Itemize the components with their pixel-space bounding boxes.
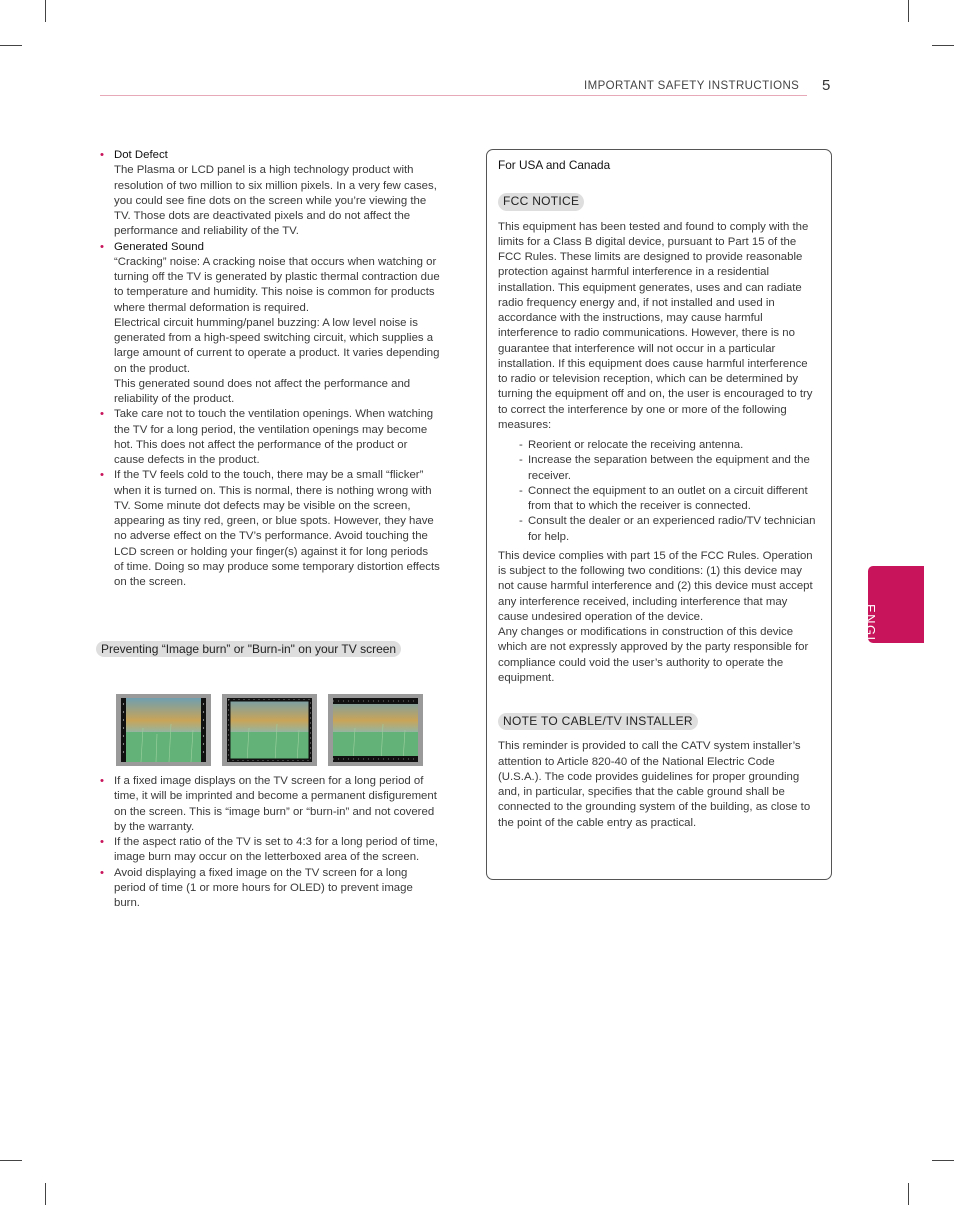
- cold-flicker-text: • If the TV feels cold to the touch, there may be a small “flicker” when it is turned on. This is normal, there is nothing wrong with TV. Some minute dot defects may be visible on the screen, appearing as tiny red, green, or blue spots. However, they have no adverse effect on the TV’s performance. Avoid touching the LCD screen or holding your finger(s) against it for long periods of time. Doing so may produce some temporary distortion effects on the screen.: [114, 469, 440, 588]
- landscape-image: [227, 698, 312, 762]
- landscape-image: [121, 698, 206, 762]
- list-item: [100, 774, 440, 835]
- measure-item: - Consult the dealer or an experienced radio/TV technician for help.: [519, 514, 820, 545]
- crop-mark: [908, 0, 909, 22]
- fcc-paragraph-1: This equipment has been tested and found to comply with the limits for a Class B digital device, pursuant to Part 15 of the FCC Rules. These limits are designed to provide reasonable protection against harmful interference in a residential installation. This equipment generates, uses and can radiate radio frequency energy and, if not installed and used in accordance with the instructions, may cause harmful interference to radio communications. However, there is no guarantee that interference will not occur in a particular installation. If this equipment does cause harmful interference to radio or television reception, which can be determined by turning the equipment off and on, the user is encouraged to try to correct the interference by one or more of the following measures:: [498, 220, 813, 431]
- list-item-dot-defect: [100, 148, 440, 240]
- burn-in-list: [100, 774, 440, 911]
- burn-in-illustrations: [116, 694, 424, 766]
- thumbnail-full-border: [222, 694, 317, 766]
- crop-mark: [45, 1183, 46, 1205]
- fcc-info-box: [486, 149, 832, 880]
- box-title: For USA and Canada: [498, 158, 611, 172]
- dot-defect-heading: • Dot Defect: [114, 149, 168, 161]
- generated-sound-p3: This generated sound does not affect the performance and reliability of the product.: [114, 377, 411, 405]
- thumbnail-side-bars: [116, 694, 211, 766]
- cable-installer-label: NOTE TO CABLE/TV INSTALLER: [498, 713, 698, 730]
- list-item-ventilation: [100, 407, 440, 468]
- generated-sound-heading: • Generated Sound: [114, 240, 204, 253]
- crop-mark: [0, 45, 22, 46]
- running-header: IMPORTANT SAFETY INSTRUCTIONS: [584, 80, 800, 92]
- fcc-info-content: [498, 158, 820, 831]
- generated-sound-p2: Electrical circuit humming/panel buzzing: A low level noise is generated from a high-speed switching circuit, which supplies a large amount of current to operate a product. It varies depending on the product.: [114, 316, 440, 375]
- list-item: [100, 866, 440, 912]
- fcc-notice-label: FCC NOTICE: [498, 193, 584, 210]
- fcc-measures: [498, 438, 820, 545]
- list-item-generated-sound: [100, 240, 440, 408]
- crop-mark: [45, 0, 46, 22]
- section-heading-label: Preventing “Image burn” or "Burn-in" on your TV screen: [96, 641, 401, 657]
- left-column: [100, 148, 440, 590]
- header-rule: [100, 95, 807, 96]
- measure-item: - Connect the equipment to an outlet on a circuit different from that to which the receiver is connected.: [519, 484, 820, 515]
- landscape-image: [333, 698, 418, 762]
- ventilation-text: • Take care not to touch the ventilation openings. When watching the TV for a long period, the ventilation openings may become hot. This does not affect the performance of the product or cause defects in the product.: [114, 408, 434, 466]
- list-item: [100, 835, 440, 866]
- generated-sound-p1: “Cracking” noise: A cracking noise that occurs when watching or turning off the TV is generated by plastic thermal contraction due to temperature and humidity. This noise is common for products where thermal deformation is required.: [114, 255, 440, 314]
- crop-mark: [0, 1160, 22, 1161]
- language-tab: [863, 566, 924, 672]
- fcc-paragraph-2: This device complies with part 15 of the FCC Rules. Operation is subject to the following two conditions: (1) this device may not cause harmful interference and (2) this device must accept any interference received, including interference that may cause undesired operation of the device.: [498, 549, 813, 623]
- list-item-text: • If the aspect ratio of the TV is set to 4:3 for a long period of time, image burn may occur on the letterboxed area of the screen.: [114, 836, 438, 864]
- list-item-text: • Avoid displaying a fixed image on the TV screen for a long period of time (1 or more hours for OLED) to prevent image burn.: [114, 866, 413, 909]
- thumbnail-letterbox: [328, 694, 423, 766]
- crop-mark: [932, 1160, 954, 1161]
- list-item-text: • If a fixed image displays on the TV screen for a long period of time, it will be imprinted and become a permanent disfigurement on the screen. This is “image burn” or “burn-in” and not covered by the warranty.: [114, 775, 437, 833]
- section-heading: [96, 641, 406, 659]
- list-item-cold-flicker: [100, 468, 440, 590]
- cable-installer-paragraph: This reminder is provided to call the CATV system installer’s attention to Article 820-40 of the National Electric Code (U.S.A.). The code provides guidelines for proper grounding and, in particular, specifies that the cable ground shall be connected to the grounding system of the building, as close to the point of the cable entry as practical.: [498, 740, 811, 829]
- page-number: 5: [822, 77, 831, 94]
- crop-mark: [932, 45, 954, 46]
- measure-item: - Reorient or relocate the receiving antenna.: [519, 438, 820, 453]
- fcc-paragraph-3: Any changes or modifications in construction of this device which are not expressly approved by the party responsible for compliance could void the user’s authority to operate the equipment.: [498, 626, 809, 684]
- measure-item: - Increase the separation between the equipment and the receiver.: [519, 453, 820, 484]
- dot-defect-text: The Plasma or LCD panel is a high technology product with resolution of two million to six million pixels. In a very few cases, you could see fine dots on the screen while you’re viewing the TV. Those dots are deactivated pixels and do not affect the performance and reliability of the TV.: [114, 164, 437, 238]
- language-tab-label: ENGLISH: [863, 604, 878, 672]
- crop-mark: [908, 1183, 909, 1205]
